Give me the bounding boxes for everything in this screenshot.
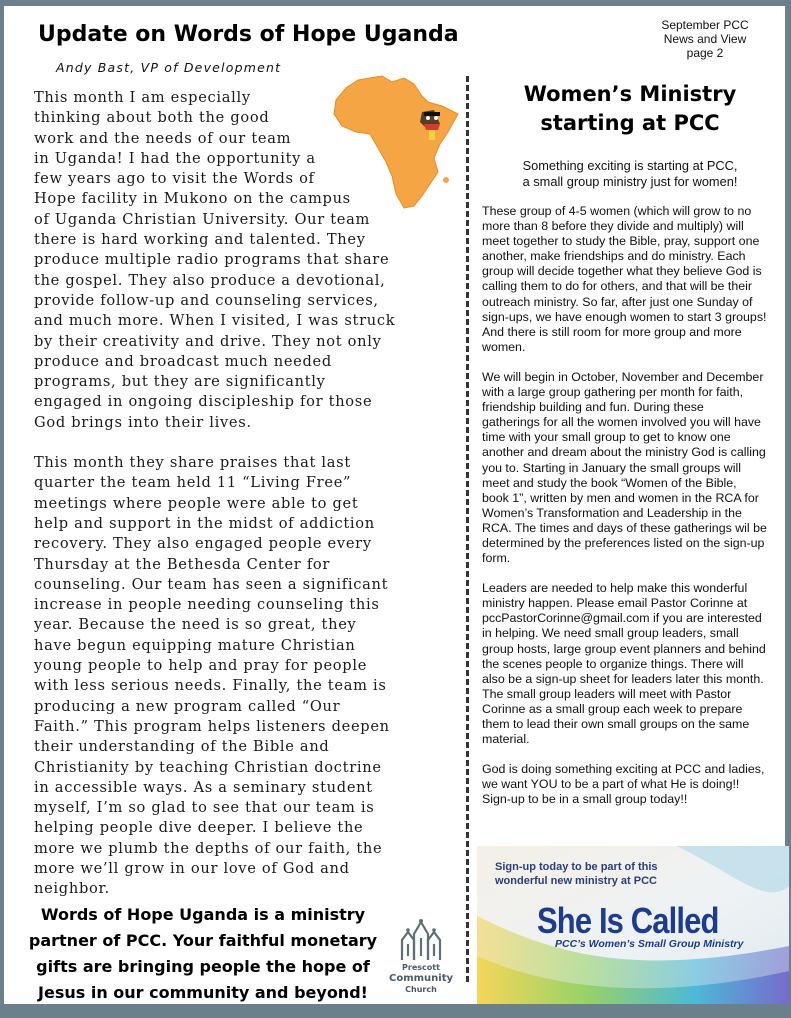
text-line: you to. Starting in January the small groups will: [482, 460, 741, 475]
text-line: This month I am especially: [34, 89, 251, 106]
text-line: and much more. When I visited, I was struck: [34, 312, 396, 330]
frame-bottom-border: [0, 1004, 791, 1018]
text-line: women.: [482, 339, 526, 354]
text-line: ministry happen. Please email Pastor Corinne at: [482, 596, 748, 611]
text-line: group will decide together what they believe God is: [482, 264, 762, 279]
text-line: Women’s Transformation and Leadership in the: [482, 505, 742, 520]
text-line: calling them to do for others, and that will be their: [482, 279, 752, 294]
text-line: produce multiple radio programs that share: [34, 251, 390, 269]
text-line: their understanding of the Bible and: [34, 738, 330, 756]
right-paragraph-1: [482, 204, 784, 355]
text-line: determined by the preferences listed on the sign-up: [482, 535, 765, 550]
banner-line: wonderful new ministry at PCC: [495, 875, 657, 887]
text-line: in helping. We need small group leaders, small: [482, 626, 739, 641]
left-paragraph-2: [34, 453, 444, 900]
text-line: year. Because the need is so great, they: [34, 616, 357, 634]
text-line: in Uganda! I had the opportunity a: [34, 149, 316, 167]
text-line: gifts are bringing people the hope of: [36, 957, 370, 976]
text-line: more than 8 before they divide and multiply) will: [482, 219, 744, 234]
she-is-called-banner: [477, 846, 789, 1004]
text-line: The small group leaders will meet with Pastor: [482, 686, 732, 701]
text-line: the scenes people to organize things. There will: [482, 656, 744, 671]
pcc-logo-line1: Prescott: [402, 963, 440, 972]
text-line: few years ago to visit the Words of: [34, 170, 315, 188]
text-line: Thursday at the Bethesda Center for: [34, 555, 331, 573]
title-line: Women’s Ministry: [523, 82, 737, 106]
pcc-logo: [376, 918, 466, 1002]
text-line: Jesus in our community and beyond!: [38, 983, 368, 1002]
text-line: God is doing something exciting at PCC and ladies,: [482, 762, 765, 777]
text-line: And there is still room for more group and more: [482, 324, 742, 339]
text-line: counseling. Our team has seen a significant: [34, 575, 389, 593]
left-paragraph-1: [34, 88, 444, 433]
text-line: meetings where people were able to get: [34, 494, 359, 512]
text-line: material.: [482, 732, 530, 747]
issue-line: News and View: [663, 32, 747, 46]
text-line: in accessible ways. As a seminary student: [34, 778, 373, 796]
text-line: This month they share praises that last: [34, 454, 351, 472]
text-line: have begun equipping mature Christian: [34, 636, 356, 654]
text-line: more we plumb the depths of our faith, the: [34, 839, 383, 857]
banner-line: Sign-up today to be part of this: [495, 861, 658, 873]
text-line: young people to help and pray for people: [34, 657, 368, 675]
pcc-logo-line2: Community: [388, 973, 453, 984]
text-line: pccPastorCorinne@gmail.com if you are interested: [482, 611, 762, 626]
ministry-partner-note: [28, 902, 378, 1006]
banner-title: She Is Called: [537, 900, 719, 941]
text-line: produce and broadcast much needed: [34, 352, 332, 370]
right-paragraph-4: [482, 762, 784, 807]
issue-line: page 2: [686, 46, 724, 60]
text-line: of Uganda Christian University. Our team: [34, 210, 371, 228]
text-line: RCA. The times and days of these gatherings wil be: [482, 520, 767, 535]
frame-top-border: [0, 0, 791, 6]
text-line: programs, but they are significantly: [34, 373, 326, 391]
text-line: We will begin in October, November and December: [482, 369, 764, 384]
title-line: starting at PCC: [540, 111, 720, 135]
right-paragraph-2: [482, 370, 784, 566]
text-line: helping people dive deeper. I believe the: [34, 819, 364, 837]
text-line: increase in people needing counseling this: [34, 596, 380, 614]
text-line: friendship building and fun. During these: [482, 400, 704, 415]
text-line: Faith.” This program helps listeners deepen: [34, 717, 390, 735]
text-line: Sign-up to be in a small group today!!: [482, 792, 688, 807]
text-line: another, make friendships and do ministry. Each: [482, 249, 746, 264]
text-line: the gospel. They also produce a devotional,: [34, 271, 386, 289]
text-line: group hosts, large group event planners and behind: [482, 641, 766, 656]
text-line: with less serious needs. Finally, the team is: [34, 677, 387, 695]
text-line: These group of 4-5 women (which will grow to no: [482, 204, 752, 218]
intro-line: a small group ministry just for women!: [522, 173, 738, 189]
right-article-body: [482, 204, 784, 807]
text-line: sign-ups, we have enough women to start 3 groups!: [482, 309, 767, 324]
text-line: Christianity by teaching Christian doctrine: [34, 758, 382, 776]
text-line: myself, I’m so glad to see that our team is: [34, 799, 375, 817]
banner-subtitle: PCC’s Women’s Small Group Ministry: [555, 938, 744, 950]
text-line: Leaders are needed to help make this wonderful: [482, 581, 748, 596]
text-line: time with your small group to get to know one: [482, 430, 731, 445]
text-line: meet together to study the Bible, pray, support one: [482, 234, 760, 249]
text-line: there is hard working and talented. They: [34, 231, 366, 249]
column-divider: [466, 76, 469, 982]
text-line: producing a new program called “Our: [34, 697, 341, 715]
text-line: outreach ministry. So far, after just one Sunday of: [482, 294, 753, 309]
text-line: another and dream about the ministry God is calling: [482, 445, 766, 460]
issue-header: [640, 18, 770, 60]
right-article-title: [480, 80, 780, 138]
text-line: gatherings for all the women involved you will have: [482, 415, 761, 430]
intro-line: Something exciting is starting at PCC,: [522, 158, 738, 173]
text-line: provide follow-up and counseling services,: [34, 291, 379, 309]
text-line: meet and study the book “Women of the Bible,: [482, 475, 737, 490]
text-line: we want YOU to be a part of what He is doing!!: [482, 777, 740, 792]
issue-line: September PCC: [661, 18, 749, 32]
text-line: Hope facility in Mukono on the campus: [34, 190, 351, 208]
text-line: engaged in ongoing discipleship for those: [34, 393, 373, 411]
text-line: recovery. They also engaged people every: [34, 535, 372, 553]
text-line: book 1”, written by men and women in the RCA for: [482, 490, 759, 505]
pcc-logo-line3: Church: [405, 985, 437, 994]
text-line: quarter the team held 11 “Living Free”: [34, 474, 352, 492]
right-article-intro: [482, 158, 778, 190]
text-line: by their creativity and drive. They not only: [34, 332, 382, 350]
text-line: Words of Hope Uganda is a ministry: [40, 905, 366, 924]
text-line: them to lead their own small groups on the same: [482, 717, 750, 731]
text-line: with a large group gathering per month for faith,: [482, 385, 744, 400]
text-line: God brings into their lives.: [34, 413, 252, 431]
banner-tagline: [495, 860, 665, 888]
right-paragraph-3: [482, 581, 784, 747]
left-article-body: [34, 88, 444, 900]
church-icon: [394, 918, 448, 962]
text-line: partner of PCC. Your faithful monetary: [28, 931, 378, 950]
left-article-title: Update on Words of Hope Uganda: [38, 22, 459, 47]
text-line: neighbor.: [34, 880, 110, 898]
text-line: thinking about both the good: [34, 109, 270, 127]
text-line: work and the needs of our team: [34, 129, 292, 147]
text-line: also be a sign-up sheet for leaders later this month.: [482, 671, 764, 686]
left-article-byline: Andy Bast, VP of Development: [56, 60, 282, 75]
frame-left-border: [0, 0, 4, 1018]
text-line: more we’ll grow in our love of God and: [34, 859, 350, 877]
text-line: help and support in the midst of addiction: [34, 514, 375, 532]
text-line: form.: [482, 551, 511, 566]
text-line: Corinne as a small group each week to prepare: [482, 701, 743, 716]
